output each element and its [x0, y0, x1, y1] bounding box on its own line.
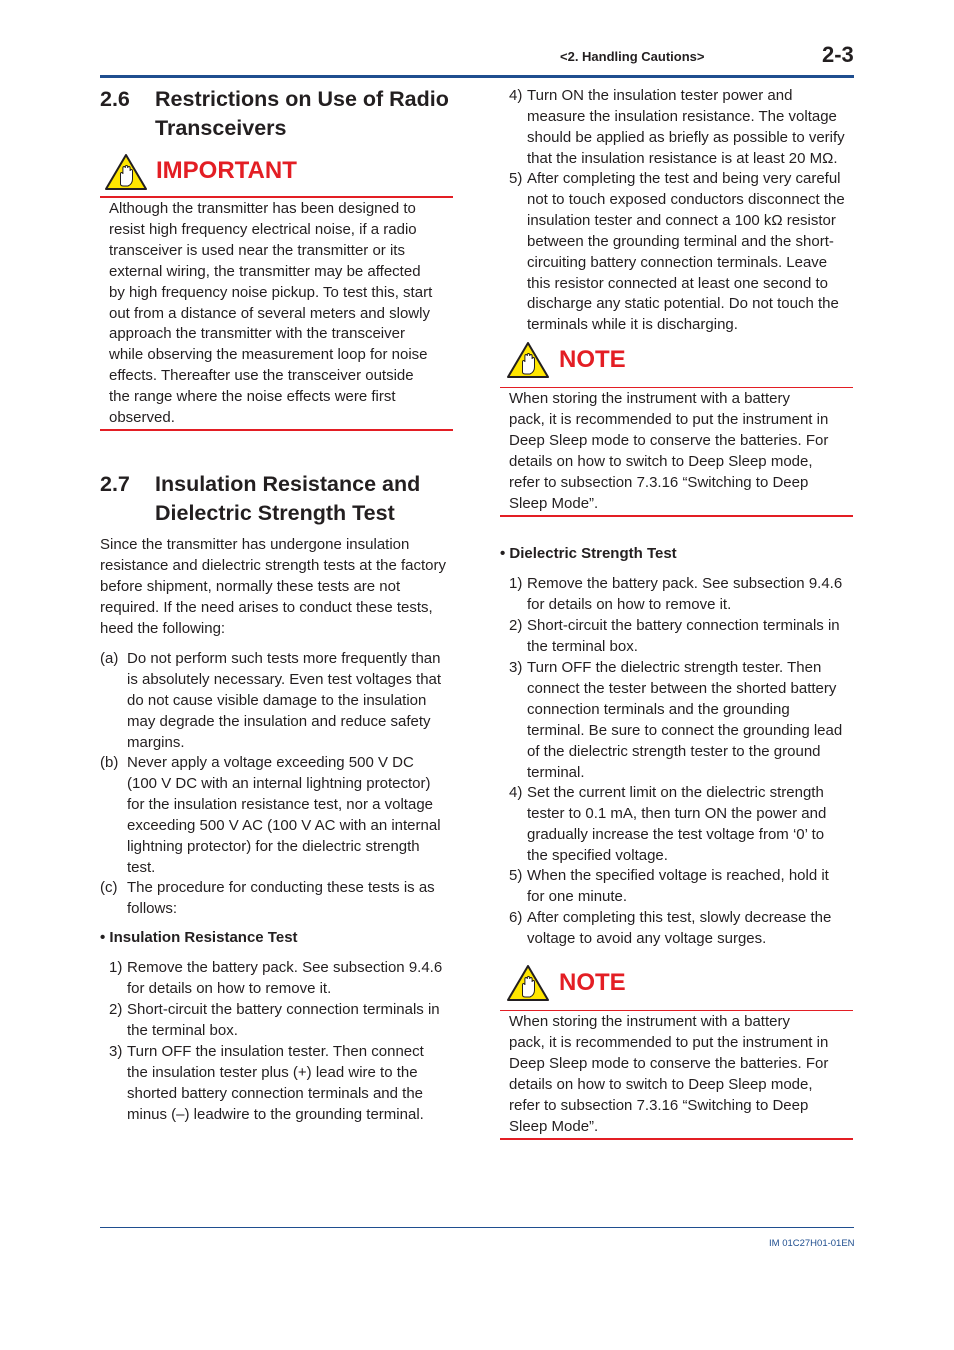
- caution-line: is absolutely necessary. Even test voltages that: [127, 670, 442, 688]
- insulation-test-heading: • Insulation Resistance Test: [100, 929, 298, 946]
- list-marker: 4): [509, 87, 523, 104]
- important-line: Although the transmitter has been designed to: [109, 200, 416, 217]
- caution-line: The procedure for conducting these tests is as: [127, 879, 435, 896]
- step-line: for details on how to remove it.: [527, 595, 732, 613]
- intro-line: resistance and dielectric strength tests at the factory: [100, 556, 447, 574]
- running-header: <2. Handling Cautions>: [560, 49, 705, 64]
- dielectric-step-3: [509, 658, 859, 783]
- step-line: the insulation tester plus (+) lead wire to the: [127, 1063, 418, 1081]
- step-line: tester to 0.1 mA, then turn ON the power and: [527, 804, 827, 822]
- caution-line: (100 V DC with an internal lightning protector): [127, 774, 431, 792]
- important-line: external wiring, the transmitter may be affected: [109, 262, 421, 280]
- insulation-step-3: [109, 1042, 459, 1126]
- caution-line: Never apply a voltage exceeding 500 V DC: [127, 754, 414, 771]
- note-bottom-rule: [500, 1138, 853, 1140]
- step-line: When the specified voltage is reached, hold it: [527, 867, 829, 884]
- important-line: approach the transmitter with the transceiver: [109, 325, 405, 343]
- step-line: terminal. Be sure to connect the grounding lead: [527, 721, 843, 739]
- important-top-rule: [100, 196, 453, 198]
- caution-line: may degrade the insulation and reduce safety: [127, 712, 431, 730]
- step-line: that the insulation resistance is at least 20 MΩ.: [527, 149, 838, 167]
- insulation-step-2: [109, 1000, 459, 1042]
- important-line: resist high frequency electrical noise, if a radio: [109, 220, 417, 238]
- list-marker: 6): [509, 909, 523, 926]
- important-line: transceiver is used near the transmitter or its: [109, 241, 405, 259]
- important-label: IMPORTANT: [156, 157, 297, 184]
- section-2-7-title-line1: Insulation Resistance and: [155, 472, 421, 496]
- list-marker: 4): [509, 784, 523, 801]
- caution-line: Do not perform such tests more frequently than: [127, 650, 441, 667]
- step-line: Turn OFF the dielectric strength tester. Then: [527, 659, 822, 676]
- list-marker: (a): [100, 650, 119, 667]
- step-line: Remove the battery pack. See subsection 9.4.6: [527, 575, 843, 592]
- note-hand-icon: [506, 964, 550, 1002]
- important-line: while observing the measurement loop for noise: [109, 346, 428, 364]
- step-line: Remove the battery pack. See subsection 9.4.6: [127, 959, 443, 976]
- caution-item-b: [100, 753, 460, 878]
- caution-line: lightning protector) for the dielectric strength: [127, 837, 420, 855]
- important-line: the range where the noise effects were first: [109, 388, 396, 406]
- dielectric-step-4: [509, 783, 859, 867]
- step-line: Short-circuit the battery connection terminals in: [527, 617, 840, 634]
- step-line: Short-circuit the battery connection terminals in: [127, 1001, 440, 1018]
- important-line: effects. Thereafter use the transceiver outside: [109, 367, 414, 385]
- step-line: Turn ON the insulation tester power and: [527, 87, 793, 104]
- note-line: Deep Sleep mode to conserve the batteries. For: [509, 431, 829, 449]
- note-line: Sleep Mode”.: [509, 1117, 599, 1135]
- section-2-7-title-line2: Dielectric Strength Test: [155, 501, 395, 525]
- step-line: measure the insulation resistance. The voltage: [527, 107, 837, 125]
- note-line: When storing the instrument with a battery: [509, 1013, 790, 1030]
- step-line: voltage to avoid any voltage surges.: [527, 929, 767, 947]
- step-line: discharge any static potential. Do not touch the: [527, 295, 839, 313]
- note-line: Deep Sleep mode to conserve the batteries. For: [509, 1054, 829, 1072]
- step-line: gradually increase the test voltage from ‘0’ to: [527, 825, 825, 843]
- step-line: this resistor connected at least one second to: [527, 274, 829, 292]
- list-marker: 2): [509, 617, 523, 634]
- list-marker: 3): [109, 1043, 123, 1060]
- section-2-7-number: 2.7: [100, 472, 130, 496]
- header-rule: [100, 75, 854, 78]
- note-line: Sleep Mode”.: [509, 494, 599, 512]
- list-marker: 3): [509, 659, 523, 676]
- note-bottom-rule: [500, 515, 853, 517]
- insulation-step-5: [509, 169, 859, 336]
- note-top-rule: [500, 387, 853, 388]
- note-hand-icon: [506, 341, 550, 379]
- section-2-6-number: 2.6: [100, 87, 130, 111]
- note-line: details on how to switch to Deep Sleep mode,: [509, 452, 813, 470]
- step-line: between the grounding terminal and the short-: [527, 232, 834, 250]
- section-2-7-intro: [100, 535, 460, 640]
- important-bottom-rule: [100, 429, 453, 431]
- list-marker: (c): [100, 879, 118, 896]
- list-marker: 1): [109, 959, 123, 976]
- list-marker: 5): [509, 170, 523, 187]
- list-marker: (b): [100, 754, 119, 771]
- note-line: When storing the instrument with a battery: [509, 390, 790, 407]
- step-line: for one minute.: [527, 887, 628, 905]
- caution-line: for the insulation resistance test, nor a voltage: [127, 795, 434, 813]
- note-line: details on how to switch to Deep Sleep mode,: [509, 1075, 813, 1093]
- caution-item-a: [100, 649, 460, 754]
- step-line: terminal.: [527, 763, 585, 781]
- step-line: After completing the test and being very careful: [527, 170, 841, 187]
- step-line: Turn OFF the insulation tester. Then connect: [127, 1043, 424, 1060]
- note-line: pack, it is recommended to put the instrument in: [509, 410, 829, 428]
- document-id: IM 01C27H01-01EN: [769, 1238, 855, 1249]
- dielectric-step-1: [509, 574, 859, 616]
- step-line: insulation tester and connect a 100 kΩ resistor: [527, 211, 836, 229]
- note-label: NOTE: [559, 969, 626, 996]
- step-line: After completing this test, slowly decrease the: [527, 909, 832, 926]
- step-line: of the dielectric strength tester to the ground: [527, 742, 821, 760]
- caution-line: test.: [127, 858, 156, 876]
- intro-line: heed the following:: [100, 619, 226, 637]
- insulation-step-4: [509, 86, 859, 170]
- caution-item-c: [100, 878, 460, 920]
- note-line: pack, it is recommended to put the instrument in: [509, 1033, 829, 1051]
- caution-line: follows:: [127, 899, 178, 917]
- dielectric-test-heading: • Dielectric Strength Test: [500, 545, 677, 562]
- intro-line: before shipment, normally these tests are not: [100, 577, 401, 595]
- step-line: connect the tester between the shorted battery: [527, 679, 837, 697]
- note-top-rule: [500, 1010, 853, 1011]
- step-line: the specified voltage.: [527, 846, 668, 864]
- step-line: terminals while it is discharging.: [527, 316, 738, 334]
- dielectric-step-2: [509, 616, 859, 658]
- step-line: not to touch exposed conductors disconnect the: [527, 190, 845, 208]
- step-line: the terminal box.: [127, 1021, 238, 1039]
- note-body: [509, 1012, 853, 1137]
- note-label: NOTE: [559, 346, 626, 373]
- important-line: observed.: [109, 409, 175, 427]
- list-marker: 1): [509, 575, 523, 592]
- dielectric-step-5: [509, 866, 859, 908]
- important-line: by high frequency noise pickup. To test this, start: [109, 283, 433, 301]
- step-line: connection terminals and the grounding: [527, 700, 790, 718]
- section-2-6-title-line1: Restrictions on Use of Radio: [155, 87, 449, 111]
- note-line: refer to subsection 7.3.16 “Switching to Deep: [509, 1096, 809, 1114]
- section-2-6-title-line2: Transceivers: [155, 116, 287, 140]
- insulation-step-1: [109, 958, 459, 1000]
- dielectric-step-6: [509, 908, 859, 950]
- list-marker: 2): [109, 1001, 123, 1018]
- step-line: shorted battery connection terminals and the: [127, 1084, 424, 1102]
- note-line: refer to subsection 7.3.16 “Switching to Deep: [509, 473, 809, 491]
- footer-rule: [100, 1227, 854, 1228]
- caution-line: do not cause visible damage to the insulation: [127, 691, 427, 709]
- page-number: 2-3: [822, 42, 854, 67]
- step-line: the terminal box.: [527, 637, 638, 655]
- important-body: [109, 199, 453, 429]
- intro-line: required. If the need arises to conduct these tests,: [100, 598, 433, 616]
- step-line: circuiting battery connection terminals. Leave: [527, 253, 828, 271]
- caution-line: margins.: [127, 733, 185, 751]
- caution-line: exceeding 500 V AC (100 V AC with an internal: [127, 816, 441, 834]
- list-marker: 5): [509, 867, 523, 884]
- intro-line: Since the transmitter has undergone insulation: [100, 536, 410, 553]
- warning-hand-icon: [104, 153, 148, 191]
- note-body: [509, 389, 853, 514]
- step-line: Set the current limit on the dielectric strength: [527, 784, 824, 801]
- step-line: should be applied as briefly as possible to verify: [527, 128, 845, 146]
- step-line: minus (–) leadwire to the grounding terminal.: [127, 1105, 424, 1123]
- step-line: for details on how to remove it.: [127, 979, 332, 997]
- important-line: out from a distance of several meters and slowly: [109, 304, 430, 322]
